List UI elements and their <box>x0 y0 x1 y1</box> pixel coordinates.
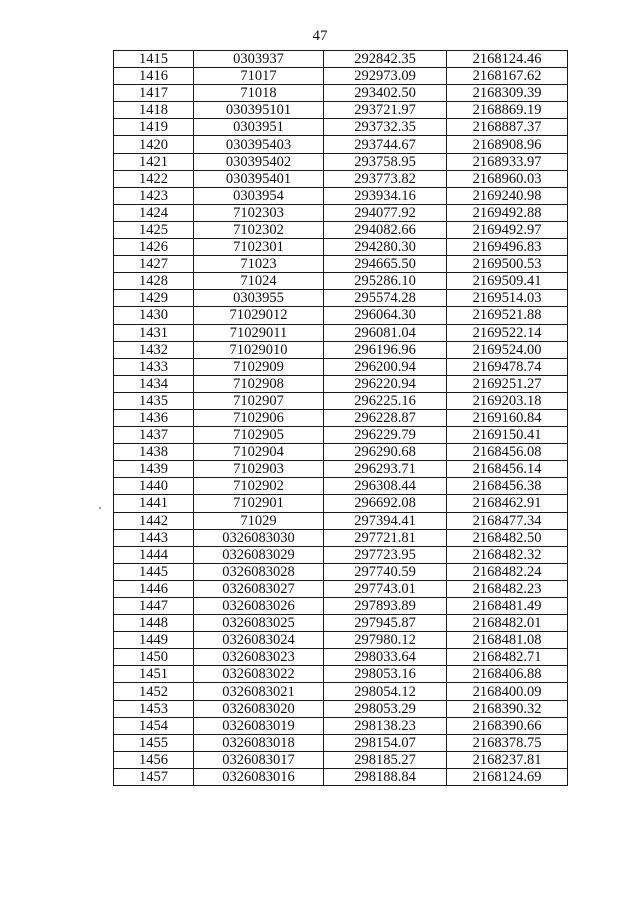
table-row <box>114 85 568 102</box>
row-number-cell: 1419 <box>114 119 194 136</box>
x-coordinate-cell: 296308.44 <box>324 478 447 495</box>
x-coordinate-cell: 294082.66 <box>324 221 447 238</box>
x-coordinate-cell: 296229.79 <box>324 427 447 444</box>
x-coordinate-cell: 293402.50 <box>324 85 447 102</box>
table-row <box>114 375 568 392</box>
x-coordinate-cell: 297740.59 <box>324 563 447 580</box>
y-coordinate-cell: 2169160.84 <box>447 409 568 426</box>
row-number-cell: 1451 <box>114 666 194 683</box>
point-id-cell: 7102909 <box>194 358 324 375</box>
point-id-cell: 0326083027 <box>194 580 324 597</box>
row-number-cell: 1427 <box>114 256 194 273</box>
point-id-cell: 71029012 <box>194 307 324 324</box>
x-coordinate-cell: 297743.01 <box>324 580 447 597</box>
y-coordinate-cell: 2168481.49 <box>447 598 568 615</box>
table-row <box>114 187 568 204</box>
row-number-cell: 1436 <box>114 409 194 426</box>
point-id-cell: 7102903 <box>194 461 324 478</box>
x-coordinate-cell: 294280.30 <box>324 239 447 256</box>
table-row <box>114 290 568 307</box>
point-id-cell: 7102907 <box>194 392 324 409</box>
row-number-cell: 1449 <box>114 632 194 649</box>
table-row <box>114 478 568 495</box>
row-number-cell: 1438 <box>114 444 194 461</box>
y-coordinate-cell: 2168390.66 <box>447 717 568 734</box>
table-row <box>114 495 568 512</box>
point-id-cell: 0326083020 <box>194 700 324 717</box>
x-coordinate-cell: 293758.95 <box>324 153 447 170</box>
y-coordinate-cell: 2169150.41 <box>447 427 568 444</box>
y-coordinate-cell: 2169509.41 <box>447 273 568 290</box>
table-row <box>114 563 568 580</box>
row-number-cell: 1444 <box>114 546 194 563</box>
y-coordinate-cell: 2169492.97 <box>447 221 568 238</box>
table-row <box>114 700 568 717</box>
point-id-cell: 0326083030 <box>194 529 324 546</box>
y-coordinate-cell: 2168456.14 <box>447 461 568 478</box>
table-row <box>114 239 568 256</box>
y-coordinate-cell: 2168390.32 <box>447 700 568 717</box>
row-number-cell: 1418 <box>114 102 194 119</box>
y-coordinate-cell: 2168378.75 <box>447 734 568 751</box>
table-row <box>114 392 568 409</box>
x-coordinate-cell: 297394.41 <box>324 512 447 529</box>
y-coordinate-cell: 2168237.81 <box>447 751 568 768</box>
y-coordinate-cell: 2168167.62 <box>447 68 568 85</box>
row-number-cell: 1434 <box>114 375 194 392</box>
point-id-cell: 0326083026 <box>194 598 324 615</box>
point-id-cell: 71023 <box>194 256 324 273</box>
table-row <box>114 256 568 273</box>
y-coordinate-cell: 2168908.96 <box>447 136 568 153</box>
point-id-cell: 71024 <box>194 273 324 290</box>
x-coordinate-cell: 293732.35 <box>324 119 447 136</box>
x-coordinate-cell: 292973.09 <box>324 68 447 85</box>
y-coordinate-cell: 2169521.88 <box>447 307 568 324</box>
table-row <box>114 598 568 615</box>
y-coordinate-cell: 2168124.46 <box>447 51 568 68</box>
table-row <box>114 119 568 136</box>
point-id-cell: 0326083025 <box>194 615 324 632</box>
y-coordinate-cell: 2169522.14 <box>447 324 568 341</box>
row-number-cell: 1430 <box>114 307 194 324</box>
row-number-cell: 1455 <box>114 734 194 751</box>
table-row <box>114 102 568 119</box>
y-coordinate-cell: 2168456.38 <box>447 478 568 495</box>
table-row <box>114 68 568 85</box>
x-coordinate-cell: 296225.16 <box>324 392 447 409</box>
row-number-cell: 1437 <box>114 427 194 444</box>
point-id-cell: 7102303 <box>194 204 324 221</box>
y-coordinate-cell: 2168482.50 <box>447 529 568 546</box>
row-number-cell: 1445 <box>114 563 194 580</box>
row-number-cell: 1423 <box>114 187 194 204</box>
coordinates-table-body <box>114 51 568 786</box>
point-id-cell: 0326083016 <box>194 768 324 785</box>
x-coordinate-cell: 296293.71 <box>324 461 447 478</box>
point-id-cell: 7102908 <box>194 375 324 392</box>
point-id-cell: 7102301 <box>194 239 324 256</box>
y-coordinate-cell: 2169478.74 <box>447 358 568 375</box>
row-number-cell: 1432 <box>114 341 194 358</box>
table-row <box>114 546 568 563</box>
y-coordinate-cell: 2168482.32 <box>447 546 568 563</box>
stray-dot-mark <box>99 507 101 509</box>
x-coordinate-cell: 297893.89 <box>324 598 447 615</box>
point-id-cell: 0303955 <box>194 290 324 307</box>
row-number-cell: 1450 <box>114 649 194 666</box>
x-coordinate-cell: 298053.16 <box>324 666 447 683</box>
y-coordinate-cell: 2168462.91 <box>447 495 568 512</box>
y-coordinate-cell: 2168482.23 <box>447 580 568 597</box>
row-number-cell: 1442 <box>114 512 194 529</box>
row-number-cell: 1435 <box>114 392 194 409</box>
point-id-cell: 7102905 <box>194 427 324 444</box>
x-coordinate-cell: 298188.84 <box>324 768 447 785</box>
point-id-cell: 030395403 <box>194 136 324 153</box>
row-number-cell: 1453 <box>114 700 194 717</box>
y-coordinate-cell: 2168481.08 <box>447 632 568 649</box>
point-id-cell: 71029010 <box>194 341 324 358</box>
point-id-cell: 030395101 <box>194 102 324 119</box>
row-number-cell: 1425 <box>114 221 194 238</box>
x-coordinate-cell: 298138.23 <box>324 717 447 734</box>
table-row <box>114 444 568 461</box>
table-row <box>114 51 568 68</box>
row-number-cell: 1428 <box>114 273 194 290</box>
y-coordinate-cell: 2168309.39 <box>447 85 568 102</box>
point-id-cell: 0326083028 <box>194 563 324 580</box>
table-row <box>114 666 568 683</box>
point-id-cell: 0303954 <box>194 187 324 204</box>
point-id-cell: 71017 <box>194 68 324 85</box>
y-coordinate-cell: 2169203.18 <box>447 392 568 409</box>
row-number-cell: 1446 <box>114 580 194 597</box>
point-id-cell: 7102904 <box>194 444 324 461</box>
row-number-cell: 1441 <box>114 495 194 512</box>
table-row <box>114 461 568 478</box>
y-coordinate-cell: 2168124.69 <box>447 768 568 785</box>
row-number-cell: 1420 <box>114 136 194 153</box>
y-coordinate-cell: 2168482.71 <box>447 649 568 666</box>
table-row <box>114 273 568 290</box>
table-row <box>114 153 568 170</box>
table-row <box>114 341 568 358</box>
table-row <box>114 221 568 238</box>
x-coordinate-cell: 297723.95 <box>324 546 447 563</box>
x-coordinate-cell: 296220.94 <box>324 375 447 392</box>
row-number-cell: 1421 <box>114 153 194 170</box>
x-coordinate-cell: 298054.12 <box>324 683 447 700</box>
x-coordinate-cell: 296290.68 <box>324 444 447 461</box>
point-id-cell: 7102901 <box>194 495 324 512</box>
point-id-cell: 71029011 <box>194 324 324 341</box>
y-coordinate-cell: 2168869.19 <box>447 102 568 119</box>
point-id-cell: 030395401 <box>194 170 324 187</box>
row-number-cell: 1417 <box>114 85 194 102</box>
table-row <box>114 512 568 529</box>
table-row <box>114 409 568 426</box>
y-coordinate-cell: 2169240.98 <box>447 187 568 204</box>
table-row <box>114 136 568 153</box>
x-coordinate-cell: 297721.81 <box>324 529 447 546</box>
point-id-cell: 0303937 <box>194 51 324 68</box>
table-row <box>114 204 568 221</box>
x-coordinate-cell: 293773.82 <box>324 170 447 187</box>
row-number-cell: 1439 <box>114 461 194 478</box>
point-id-cell: 0326083021 <box>194 683 324 700</box>
row-number-cell: 1452 <box>114 683 194 700</box>
row-number-cell: 1431 <box>114 324 194 341</box>
row-number-cell: 1457 <box>114 768 194 785</box>
y-coordinate-cell: 2168933.97 <box>447 153 568 170</box>
x-coordinate-cell: 296196.96 <box>324 341 447 358</box>
row-number-cell: 1416 <box>114 68 194 85</box>
x-coordinate-cell: 296064.30 <box>324 307 447 324</box>
y-coordinate-cell: 2168456.08 <box>447 444 568 461</box>
table-row <box>114 529 568 546</box>
y-coordinate-cell: 2169524.00 <box>447 341 568 358</box>
table-row <box>114 324 568 341</box>
x-coordinate-cell: 297980.12 <box>324 632 447 649</box>
y-coordinate-cell: 2169496.83 <box>447 239 568 256</box>
point-id-cell: 71029 <box>194 512 324 529</box>
x-coordinate-cell: 294665.50 <box>324 256 447 273</box>
table-row <box>114 170 568 187</box>
y-coordinate-cell: 2168482.01 <box>447 615 568 632</box>
x-coordinate-cell: 294077.92 <box>324 204 447 221</box>
table-row <box>114 649 568 666</box>
table-row <box>114 307 568 324</box>
point-id-cell: 7102906 <box>194 409 324 426</box>
x-coordinate-cell: 293744.67 <box>324 136 447 153</box>
table-row <box>114 358 568 375</box>
point-id-cell: 0326083017 <box>194 751 324 768</box>
y-coordinate-cell: 2169492.88 <box>447 204 568 221</box>
y-coordinate-cell: 2168477.34 <box>447 512 568 529</box>
point-id-cell: 0326083023 <box>194 649 324 666</box>
x-coordinate-cell: 296081.04 <box>324 324 447 341</box>
point-id-cell: 0326083024 <box>194 632 324 649</box>
row-number-cell: 1429 <box>114 290 194 307</box>
x-coordinate-cell: 296692.08 <box>324 495 447 512</box>
x-coordinate-cell: 298033.64 <box>324 649 447 666</box>
point-id-cell: 0303951 <box>194 119 324 136</box>
x-coordinate-cell: 298154.07 <box>324 734 447 751</box>
row-number-cell: 1433 <box>114 358 194 375</box>
table-row <box>114 615 568 632</box>
point-id-cell: 71018 <box>194 85 324 102</box>
x-coordinate-cell: 296228.87 <box>324 409 447 426</box>
table-row <box>114 717 568 734</box>
row-number-cell: 1426 <box>114 239 194 256</box>
row-number-cell: 1424 <box>114 204 194 221</box>
table-row <box>114 683 568 700</box>
coordinates-table <box>113 50 568 786</box>
table-row <box>114 580 568 597</box>
table-row <box>114 427 568 444</box>
y-coordinate-cell: 2169500.53 <box>447 256 568 273</box>
x-coordinate-cell: 293721.97 <box>324 102 447 119</box>
table-row <box>114 751 568 768</box>
row-number-cell: 1440 <box>114 478 194 495</box>
point-id-cell: 7102302 <box>194 221 324 238</box>
x-coordinate-cell: 295286.10 <box>324 273 447 290</box>
point-id-cell: 0326083029 <box>194 546 324 563</box>
table-row <box>114 734 568 751</box>
x-coordinate-cell: 295574.28 <box>324 290 447 307</box>
y-coordinate-cell: 2169514.03 <box>447 290 568 307</box>
table-row <box>114 768 568 785</box>
y-coordinate-cell: 2168406.88 <box>447 666 568 683</box>
row-number-cell: 1422 <box>114 170 194 187</box>
row-number-cell: 1443 <box>114 529 194 546</box>
row-number-cell: 1456 <box>114 751 194 768</box>
row-number-cell: 1448 <box>114 615 194 632</box>
y-coordinate-cell: 2169251.27 <box>447 375 568 392</box>
row-number-cell: 1447 <box>114 598 194 615</box>
x-coordinate-cell: 298185.27 <box>324 751 447 768</box>
point-id-cell: 7102902 <box>194 478 324 495</box>
y-coordinate-cell: 2168887.37 <box>447 119 568 136</box>
row-number-cell: 1454 <box>114 717 194 734</box>
table-row <box>114 632 568 649</box>
x-coordinate-cell: 292842.35 <box>324 51 447 68</box>
y-coordinate-cell: 2168482.24 <box>447 563 568 580</box>
page-number: 47 <box>312 28 328 44</box>
point-id-cell: 0326083019 <box>194 717 324 734</box>
x-coordinate-cell: 293934.16 <box>324 187 447 204</box>
x-coordinate-cell: 296200.94 <box>324 358 447 375</box>
x-coordinate-cell: 297945.87 <box>324 615 447 632</box>
point-id-cell: 0326083022 <box>194 666 324 683</box>
y-coordinate-cell: 2168960.03 <box>447 170 568 187</box>
point-id-cell: 0326083018 <box>194 734 324 751</box>
row-number-cell: 1415 <box>114 51 194 68</box>
y-coordinate-cell: 2168400.09 <box>447 683 568 700</box>
x-coordinate-cell: 298053.29 <box>324 700 447 717</box>
point-id-cell: 030395402 <box>194 153 324 170</box>
